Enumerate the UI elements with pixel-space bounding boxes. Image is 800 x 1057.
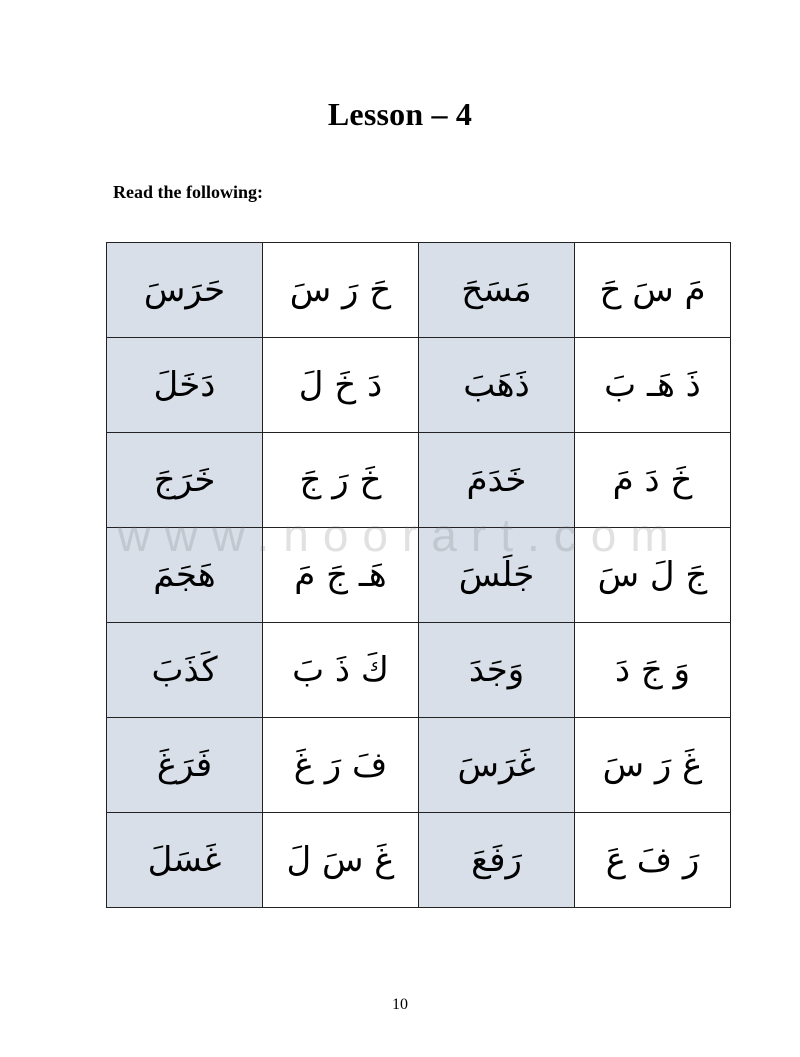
separated-letters-cell: خَ دَ مَ <box>575 433 731 528</box>
joined-word-cell: غَسَلَ <box>107 813 263 908</box>
word-grid <box>106 242 731 908</box>
separated-letters-cell: فَ رَ غَ <box>263 718 419 813</box>
joined-word-cell: حَرَسَ <box>107 243 263 338</box>
joined-word-cell: غَرَسَ <box>419 718 575 813</box>
separated-letters-cell: رَ فَ عَ <box>575 813 731 908</box>
joined-word-cell: مَسَحَ <box>419 243 575 338</box>
grid-row <box>107 433 731 528</box>
grid-row <box>107 528 731 623</box>
joined-word-cell: وَجَدَ <box>419 623 575 718</box>
separated-letters-cell: ذَ هَـ بَ <box>575 338 731 433</box>
joined-word-cell: هَجَمَ <box>107 528 263 623</box>
joined-word-cell: ذَهَبَ <box>419 338 575 433</box>
grid-row <box>107 338 731 433</box>
lesson-title: Lesson – 4 <box>327 96 473 132</box>
separated-letters-cell: كَ ذَ بَ <box>263 623 419 718</box>
joined-word-cell: كَذَبَ <box>107 623 263 718</box>
instruction-text: Read the following: <box>113 182 263 202</box>
separated-letters-cell: غَ سَ لَ <box>263 813 419 908</box>
separated-letters-cell: وَ جَ دَ <box>575 623 731 718</box>
joined-word-cell: خَدَمَ <box>419 433 575 528</box>
grid-row <box>107 623 731 718</box>
separated-letters-cell: غَ رَ سَ <box>575 718 731 813</box>
grid-row <box>107 718 731 813</box>
grid-row <box>107 813 731 908</box>
page-number: 10 <box>392 996 408 1013</box>
separated-letters-cell: جَ لَ سَ <box>575 528 731 623</box>
separated-letters-cell: حَ رَ سَ <box>263 243 419 338</box>
separated-letters-cell: مَ سَ حَ <box>575 243 731 338</box>
separated-letters-cell: دَ خَ لَ <box>263 338 419 433</box>
joined-word-cell: جَلَسَ <box>419 528 575 623</box>
joined-word-cell: دَخَلَ <box>107 338 263 433</box>
joined-word-cell: رَفَعَ <box>419 813 575 908</box>
separated-letters-cell: هَـ جَ مَ <box>263 528 419 623</box>
joined-word-cell: فَرَغَ <box>107 718 263 813</box>
grid-row <box>107 243 731 338</box>
joined-word-cell: خَرَجَ <box>107 433 263 528</box>
watermark: www.noorart.com <box>117 509 683 561</box>
separated-letters-cell: خَ رَ جَ <box>263 433 419 528</box>
